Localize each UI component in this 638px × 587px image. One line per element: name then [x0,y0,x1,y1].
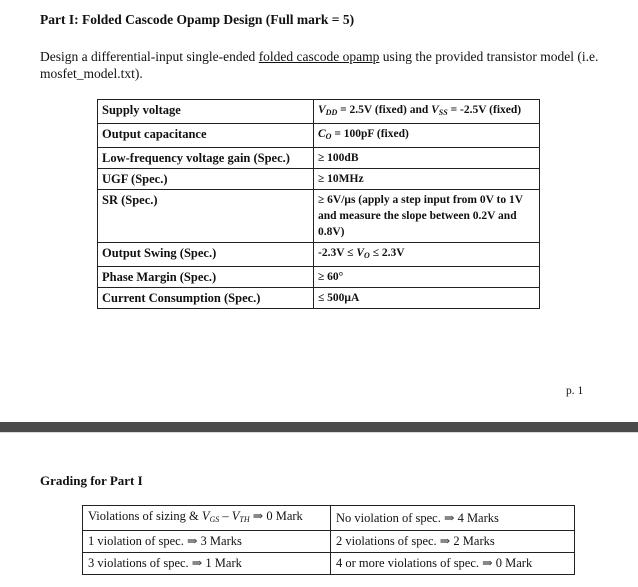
grading-title: Grading for Part I [40,473,143,488]
spec-label: Output Swing (Spec.) [98,243,314,267]
spec-row-sr [98,190,540,243]
grading-table [82,505,575,575]
grading-cell: 3 violations of spec. ⇒ 1 Mark [83,553,331,575]
spec-table [97,99,540,309]
part-title: Part I: Folded Cascode Opamp Design (Full mark = 5) [40,12,355,27]
spec-row-output-capacitance [98,124,540,148]
spec-value: $V_{DD} = 2.5V$ (fixed) and $V_{SS} = -2.5V$ (fixed) [314,100,540,124]
intro-text-end: using the provided transistor model (i.e. mosfet_model.txt). [40,49,599,81]
spec-label: Low-frequency voltage gain (Spec.) [98,148,314,169]
spec-value: ≥ 10MHz [314,169,540,190]
grading-cell: 4 or more violations of spec. ⇒ 0 Mark [331,553,575,575]
spec-row-phase-margin [98,267,540,288]
grading-cell: Violations of sizing & $V_{GS} - V_{TH}$ ⇒ 0 Mark [83,506,331,531]
spec-label: Phase Margin (Spec.) [98,267,314,288]
grading-cell: 1 violation of spec. ⇒ 3 Marks [83,531,331,553]
spec-value: $-2.3V \le V_O \le 2.3V$ [314,243,540,267]
grading-row [83,553,575,575]
spec-label: Output capacitance [98,124,314,148]
spec-label: UGF (Spec.) [98,169,314,190]
grading-row [83,531,575,553]
spec-row-gain [98,148,540,169]
spec-label: SR (Spec.) [98,190,314,243]
spec-row-current [98,288,540,309]
spec-value: ≥ 6V/μs (apply a step input from 0V to 1V and measure the slope between 0.2V and 0.8V) [314,190,540,243]
grading-cell: 2 violations of spec. ⇒ 2 Marks [331,531,575,553]
grading-row [83,506,575,531]
intro-paragraph [40,48,620,82]
spec-row-supply [98,100,540,124]
document-page-2 [0,432,638,587]
intro-underlined-term: folded cascode opamp [258,49,380,64]
spec-label: Current Consumption (Spec.) [98,288,314,309]
spec-label: Supply voltage [98,100,314,124]
page-number: p. 1 [566,385,584,397]
spec-value: $C_O = 100pF$ (fixed) [314,124,540,148]
spec-row-ugf [98,169,540,190]
spec-value: ≥ 100dB [314,148,540,169]
spec-value: ≥ 60° [314,267,540,288]
spec-row-output-swing [98,243,540,267]
page-separator [0,422,638,432]
spec-value: ≤ 500μA [314,288,540,309]
grading-cell: No violation of spec. ⇒ 4 Marks [331,506,575,531]
intro-text-start: Design a differential-input single-ended [40,49,259,64]
